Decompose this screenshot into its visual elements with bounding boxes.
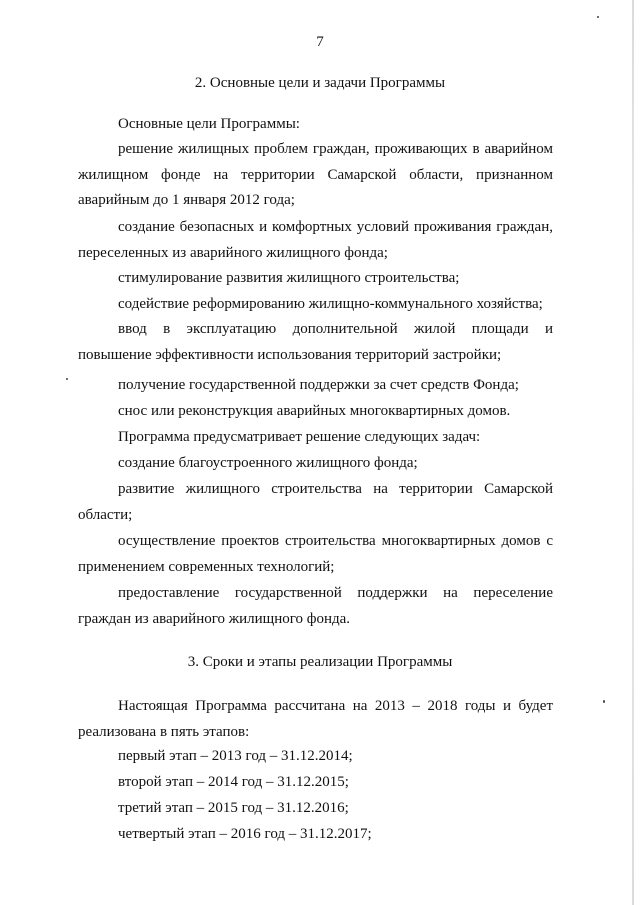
- goals-intro: Основные цели Программы:: [118, 116, 300, 132]
- goal-paragraph: ввод в эксплуатацию дополнительной жилой площади и повышение эффективности использования территорий застройки;: [78, 321, 553, 363]
- task-paragraph: развитие жилищного строительства на территории Самарской области;: [78, 481, 553, 523]
- stage-line: третий этап – 2015 год – 31.12.2016;: [118, 800, 349, 816]
- task-paragraph: осуществление проектов строительства многоквартирных домов с применением современных технологий;: [78, 533, 553, 575]
- goal-line: снос или реконструкция аварийных многоквартирных домов.: [118, 403, 511, 419]
- goal-line: получение государственной поддержки за счет средств Фонда;: [118, 377, 519, 393]
- stage-line: первый этап – 2013 год – 31.12.2014;: [118, 748, 353, 764]
- goal-line: стимулирование развития жилищного строительства;: [118, 270, 460, 286]
- scan-speck: [597, 16, 599, 18]
- task-paragraph: предоставление государственной поддержки на переселение граждан из аварийного жилищного фонда.: [78, 585, 553, 627]
- goal-paragraph: решение жилищных проблем граждан, проживающих в аварийном жилищном фонде на территории Самарской области, признанном аварийным до 1 января 2012 года;: [78, 141, 553, 208]
- page-number: 7: [316, 34, 324, 50]
- scan-speck: [66, 378, 68, 380]
- stage-line: четвертый этап – 2016 год – 31.12.2017;: [118, 826, 372, 842]
- task-line: создание благоустроенного жилищного фонда;: [118, 455, 418, 471]
- goal-paragraph: создание безопасных и комфортных условий проживания граждан, переселенных из аварийного жилищного фонда;: [78, 219, 553, 261]
- program-intro-paragraph: Настоящая Программа рассчитана на 2013 – 2018 годы и будет реализована в пять этапов:: [78, 698, 553, 740]
- tasks-intro: Программа предусматривает решение следующих задач:: [118, 429, 481, 445]
- section-3-heading: 3. Сроки и этапы реализации Программы: [187, 654, 453, 670]
- scan-speck: [603, 700, 605, 703]
- goal-line: содействие реформированию жилищно-коммунального хозяйства;: [118, 296, 543, 312]
- scan-edge: [632, 0, 634, 905]
- stage-line: второй этап – 2014 год – 31.12.2015;: [118, 774, 349, 790]
- section-2-heading: 2. Основные цели и задачи Программы: [194, 75, 446, 91]
